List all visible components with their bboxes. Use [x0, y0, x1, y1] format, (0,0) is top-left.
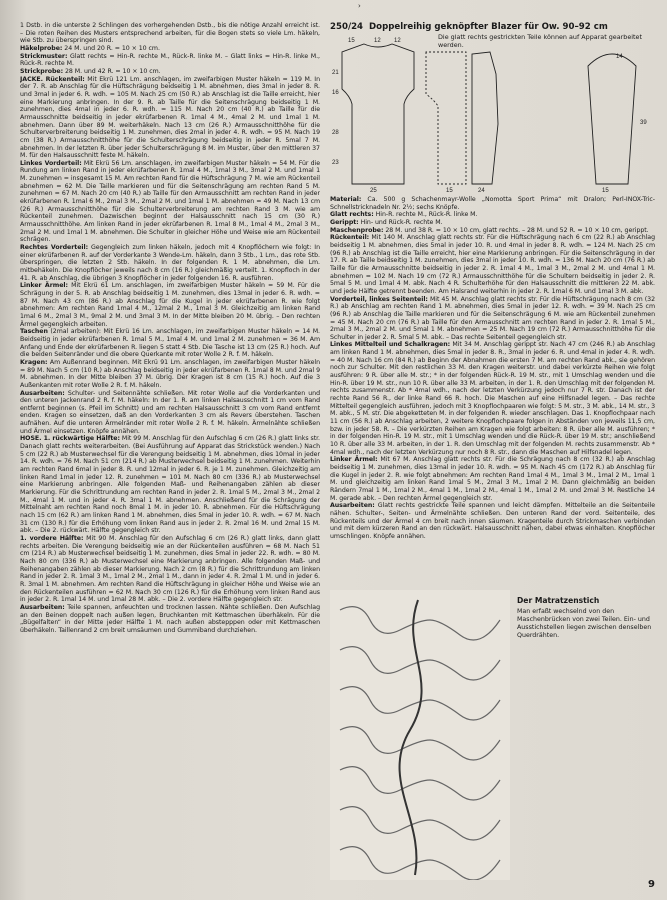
stitch-photo — [330, 590, 510, 880]
dim-label: 15 — [348, 38, 355, 44]
dim-label: 15 — [446, 188, 453, 194]
text-paragraph — [330, 219, 655, 227]
paragraph-heading: Linkes Vorderteil: — [20, 159, 82, 167]
paragraph-body: Am Außenrand beginnen. Mit Ekrü 91 Lm. anschlagen, im zweifarbigen Muster häkeln = 89 M. Nach 5 cm (10 R.) ab Anschlag beidseitig in jeder ekrüfarbenen R. 1mal 8 M. und 2mal 9 M. abnehmen. In der Mitte bleiben 37 M. übrig. Der Kragen ist 8 cm (15 R.) hoch. Auf die 3 Außenkanten mit roter Wolle 2 R. f. M. häkeln. — [20, 358, 320, 389]
dim-label: 15 — [602, 188, 609, 194]
text-paragraph — [20, 22, 320, 45]
dim-label: 12 — [394, 38, 401, 44]
intro-text: Die glatt rechts gestrickten Teile können auf Apparat gearbeitet werden. — [438, 33, 642, 49]
text-paragraph — [20, 45, 320, 53]
paragraph-body: Mit 99 M. Anschlag für den Aufschlag 6 cm (26 R.) glatt links str. Danach glatt rechts weiterarbeiten. (Bei Ausführung auf Apparat das Strickstück wenden.) Nach 5 cm (22 R.) ab Musterwechsel für die Verengung beidseitig 1 M. abnehmen, dies 10mal in jeder 14. R. wdh. = 76 M. Nach 51 cm (214 R.) ab Musterwechsel beidseitig 1 M. zunehmen. Weiterhin am rechten Rand 6mal in jeder 8. R. und 12mal in jeder 6. R. je 1 M. zunehmen. Gleichzeitig am linken Rand 1mal in jeder 12. R. zunehmen = 101 M. Nach 80 cm (336 R.) ab Musterwechsel eine Markierung anbringen. Alle folgenden Maß- und Reihenangaben zählen ab dieser Markierung. Für die Schrittrundung am rechten Rand in jeder 2. R. 1mal 5 M., 2mal 3 M., 2mal 2 M., 4mal 1 M. und in jeder 4. R. 3mal 1 M. abnehmen. Anschließend für die Schrägung der Mittelnaht am rechten Rand noch 8mal 1 M. in jeder 10. R. abnehmen. Für die Hüftschrägung nach 15 cm (62 R.) am linken Rand 1 M. abnehmen, dies 5mal in jeder 10. R. wdh. = 67 M. Nach 31 cm (130 R.) für die Erhöhung vom linken Rand aus in jeder 2. R. 2mal 16 M. und 2mal 15 M. abk. – Die 2. rückwärt. Hälfte gegengleich str. — [20, 435, 320, 535]
text-paragraph — [330, 502, 655, 540]
text-paragraph — [20, 328, 320, 359]
paragraph-heading: 1. vordere Hälfte: — [20, 534, 84, 542]
text-paragraph — [330, 211, 655, 219]
corner-mark: › — [358, 2, 361, 10]
paragraph-heading: Linker Ärmel: — [20, 282, 68, 290]
paragraph-heading: Ausarbeiten: — [330, 502, 375, 510]
page-number: 9 — [648, 879, 655, 890]
pattern-schematic — [330, 34, 655, 194]
paragraph-heading: Rückenteil: — [330, 234, 370, 242]
mattress-stitch-text: Man erfaßt wechselnd von den Maschenbrücken von zwei Teilen. Ein- und Ausstichstellen liegen zwischen denselben Querdrähten. — [517, 608, 652, 639]
paragraph-heading: JACKE. Rückenteil: — [20, 75, 85, 83]
paragraph-body: 1 Dstb. in die unterste 2 Schlingen des vorhergehenden Dstb., bis die nötige Anzahl erreicht ist. – Die roten Reihen des Musters entsprechend arbeiten, für die Bogen stets so viele Lm. häkeln, wie Stb. zu überspringen sind. — [20, 22, 320, 45]
paragraph-body: Mit 140 M. Anschlag glatt rechts str. Für die Hüftschrägung nach 6 cm (22 R.) ab Anschlag beidseitig 1 M. abnehmen, dies 5mal in jeder 10. R. und 4mal in jeder 8. R. wdh. = 124 M. Nach 25 cm (96 R.) ab Anschlag ist die Taille erreicht, hier eine Markierung anbringen. Für die Seitenschrägung in der 17. R. ab Taille beidseitig 1 M. zunehmen, dies 3mal in jeder 10. R. wdh. = 136 M. Nach 20 cm (76 R.) ab Taille für die Armausschnitte beidseitig in jeder 2. R. 1mal 4 M., 1mal 3 M., 2mal 2 M. und 4mal 1 M. abnehmen = 102 M. Nach 19 cm (72 R.) Armausschnitthöhe für die Schultern beidseitig in jeder 2. R. 5mal 5 M. und 1mal 4 M. abk. Nach 4 R. Schulterhöhe für den Halsausschnitt die mittleren 22 M. abk. und jede Hälfte getrennt beenden. Am Halsrand weiterhin in jeder 2. R. 1mal 6 M. und 1mal 3 M. abk. — [330, 234, 655, 295]
text-paragraph — [20, 435, 320, 535]
model-heading — [330, 22, 655, 32]
paragraph-heading: Material: — [330, 196, 362, 203]
text-paragraph — [330, 456, 655, 502]
paragraph-heading: Taschen — [20, 328, 48, 336]
paragraph-body: 28 M. und 38 R. = 10 × 10 cm, glatt rechts. – 28 M. und 52 R. = 10 × 10 cm, gerippt. — [383, 226, 649, 234]
paragraph-heading: Ausarbeiten: — [20, 603, 65, 611]
model-number: 250/24 — [330, 22, 364, 32]
mattress-stitch-title: Der Matratzenstich — [517, 596, 600, 605]
dim-label: 24 — [478, 188, 485, 194]
dim-label: 14 — [616, 54, 623, 60]
dim-label: 25 — [370, 188, 377, 194]
paragraph-body: 28 M. und 42 R. = 10 × 10 cm. — [63, 67, 161, 75]
paragraph-body: Teile spannen, anfeuchten und trocknen lassen. Nähte schließen. Den Aufschlag an den Beinen doppelt nach außen legen, Bruchkanten mit Kettmaschen überhäkeln. Für die „Bügelfalten“ in der Mitte jeder Hälfte 1 M. nach außen abstepppen oder mit Kettmaschen überhäkeln. Taillenrand 2 cm breit umsäumen und Gummiband durchziehen. — [20, 603, 320, 634]
dim-label: 23 — [332, 160, 339, 166]
paragraph-body: Gegengleich zum linken häkeln, jedoch mit 4 Knopflöchern wie folgt: In einer ekrüfarbenen R. auf der Vorderkante 3 Wende-Lm. häkeln, dann 3 Stb., 1 Lm., das rote Stb. überspringen, die letzten 2 Stb. häkeln. In der folgenden R. 1 M. abnehmen, die Lm. mitbehäkeln. Die Knopflöcher jeweils nach 8 cm (16 R.) gleichmäßig verteilt. 1. Knopfloch in der 41. R. ab Anschlag, die übrigen 3 Knopflöcher in jeder folgenden 16. R. ausführen. — [20, 244, 320, 282]
left-column — [20, 22, 320, 890]
paragraph-heading: Linker Ärmel: — [330, 456, 378, 464]
model-title: Doppelreihig geknöpfter Blazer für Ow. 90–92 cm — [369, 22, 608, 32]
paragraph-body: Mit Ekrü 121 Lm. anschlagen, im zweifarbigen Muster häkeln = 119 M. In der 7. R. ab Anschlag für die Hüftschrägung beidseitig 1 M. abnehmen, dies 3mal in jeder 8. R. und 3mal in jeder 6. R. wdh. = 105 M. Nach 25 cm (50 R.) ab Anschlag ist die Taille erreicht, hier eine Markierung anbringen. In der 9. R. ab Taille für die Seitenschrägung beidseitig 1 M. zunehmen, dies 4mal in jeder 6. R. wdh. = 115 M. Nach 20 cm (40 R.) ab Taille für die Armausschnitte beidseitig in jeder ekrüfarbenen R. 1mal 4 M., 4mal 2 M. und 1mal 1 M. abnehmen. Dann über 89 M. weiterhäkeln. Nach 13 cm (26 R.) Armausschnitthöhe für die Schulterverbreiterung beidseitig 1 M. zunehmen, dies 2mal in jeder 4. R. wdh. = 95 M. Nach 19 cm (38 R.) Armausschnitthöhe für die Schulterschrägung beidseitig in jeder R. 5mal 7 M. abnehmen. In der letzten R. über jeder Schulterschrägung 8 M. im Muster, über den mittleren 37 M. für den Halsausschnitt feste M. häkeln. — [20, 75, 320, 160]
text-paragraph — [20, 535, 320, 604]
text-paragraph — [20, 53, 320, 68]
paragraph-heading: Strickmuster: — [20, 52, 68, 60]
text-paragraph — [20, 359, 320, 390]
paragraph-body: Glatt rechts gestrickte Teile spannen und leicht dämpfen. Mittelteile an die Seitenteile nähen. Schulter-, Seiten- und Ärmelnähte schließen. Den unteren Rand der vord. Seitenteile, des Rückenteils und der Ärmel 4 cm breit nach innen säumen. Kragenteile durch Strickmaschen verbinden und mit dem kürzeren Rand an den rückwärt. Halsausschnitt nähen, dabei etwas einhalten. Knopflöcher umschlingen. Knöpfe annähen. — [330, 502, 655, 540]
paragraph-body: Glatt rechts = Hin-R. rechte M., Rück-R. linke M. – Glatt links = Hin-R. linke M., Rück-R. rechte M. — [20, 52, 320, 68]
paragraph-body: (2mal arbeiten): Mit Ekrü 16 Lm. anschlagen, im zweifarbigen Muster häkeln = 14 M. Beidseitig in jeder ekrüfarbenen R. 1mal 5 M., 1mal 4 M. und 1mal 2 M. zunehmen = 36 M. Am Anfang und Ende der ekrüfarbenen R. liegen 5 statt 4 Stb. Die Tasche ist 13 cm (25 R.) hoch. Auf die beiden Seitenränder und die obere Querkante mit roter Wolle 2 R. f. M. häkeln. — [20, 328, 320, 359]
schematic-drawing — [330, 34, 655, 194]
paragraph-heading: Rechtes Vorderteil: — [20, 244, 89, 252]
text-paragraph — [20, 390, 320, 436]
paragraph-heading: Häkelprobe: — [20, 44, 63, 52]
paragraph-heading: Kragen: — [20, 358, 48, 366]
dim-label: 39 — [640, 120, 647, 126]
dim-label: 21 — [332, 70, 339, 76]
text-paragraph — [20, 68, 320, 76]
paragraph-heading: HOSE. 1. rückwärtige Hälfte: — [20, 435, 120, 443]
paragraph-body: Mit 90 M. Anschlag für den Aufschlag 6 cm (26 R.) glatt links, dann glatt rechts arbeiten. Die Verengung beidseitig wie an der Rückenteilen ausführen = 68 M. Nach 51 cm (214 R.) ab Musterwechsel beidseitig 1 M. zunehmen, dies 5mal in jeder 22. R. wdh. = 80 M. Nach 80 cm (336 R.) ab Musterwechsel eine Markierung anbringen. Alle folgenden Maß- und Reihenangaben zählen ab dieser Markierung. Nach 2 cm (8 R.) für die Schrittrundung am linken Rand in jeder 2. R. 1mal 3 M., 1mal 2 M., 2mal 1 M., dann in jeder 4. R. 2mal 1 M. und in jeder 6. R. 3mal 1 M. abnehmen. Am rechten Rand die Hüftschrägung in gleicher Höhe und Weise wie an den Rückenteilen ausführen = 62 M. Nach 30 cm (126 R.) für die Erhöhung vom linken Rand aus in jeder 2. R. 1mal 14 M. und 1mal 28 M. abk. – Die 2. vordere Hälfte gegengleich str. — [20, 534, 320, 604]
paragraph-body: Mit Ekrü 56 Lm. anschlagen, im zweifarbigen Muster häkeln = 54 M. Für die Rundung am linken Rand in jeder ekrüfarbenen R. 1mal 4 M., 1mal 3 M., 3mal 2 M. und 1mal 1 M. zunehmen = insgesamt 15 M. Am rechten Rand für die Hüftschrägung 7 M. wie am Rückenteil abnehmen = 62 M. Die Taille markieren und für die Seitenschrägung am rechten Rand 5 M. zunehmen = 67 M. Nach 20 cm (40 R.) ab Taille für den Armausschnitt am rechten Rand in jeder ekrüfarbenen R. 1mal 6 M., 2mal 3 M., 2mal 2 M. und 1mal 1 M. abnehmen = 49 M. Nach 13 cm (26 R.) Armausschnitthöhe für die Schulterverbreiterung am rechten Rand 3 M. wie am Rückenteil zunehmen. Dazwischen beginnt der Halsausschnitt nach 15 cm (30 R.) Armausschnitthöhe. Am linken Rand in jeder ekrüfarbenen R. 1mal 8 M., 1mal 4 M., 2mal 3 M., 2mal 2 M. und 1mal 1 M. abnehmen. Die Schulter in gleicher Höhe und Weise wie am Rückenteil schrägen. — [20, 159, 320, 244]
text-paragraph — [20, 604, 320, 635]
paragraph-body: 24 M. und 20 R. = 10 × 10 cm. — [62, 44, 160, 52]
paragraph-heading: Ausarbeiten: — [20, 389, 65, 397]
paragraph-heading: Glatt rechts: — [330, 211, 374, 219]
paragraph-body: Hin- und Rück-R. rechte M. — [358, 218, 443, 226]
text-paragraph — [330, 296, 655, 342]
text-paragraph — [330, 341, 655, 456]
text-paragraph — [20, 282, 320, 328]
mattress-stitch-box — [517, 596, 657, 640]
text-paragraph — [20, 244, 320, 282]
paragraph-body: Mit 67 M. Anschlag glatt rechts str. Für die Schrägung nach 8 cm (32 R.) ab Anschlag beidseitig 1 M. zunehmen, dies 13mal in jeder 10. R. wdh. = 95 M. Nach 45 cm (172 R.) ab Anschlag für die Kugel in jeder 2. R. wie folgt abnehmen: Am rechten Rand 1mal 4 M., 1mal 3 M., 1mal 2 M., 1mal 1 M. und gleichzeitig am linken Rand 1mal 5 M., 2mal 3 M., 1mal 2 M. Dann gleichmäßig an beiden Rändern 7mal 1 M., 1mal 2 M., 4mal 1 M., 1mal 2 M., 4mal 1 M., 1mal 2 M. und 2mal 3 M. Restliche 14 M. gerade abk. – Den rechten Ärmel gegengleich str. — [330, 456, 655, 502]
paragraph-heading: Maschenprobe: — [330, 226, 384, 234]
text-paragraph — [20, 76, 320, 160]
text-paragraph — [20, 160, 320, 244]
text-paragraph — [330, 234, 655, 295]
paragraph-body: Ca. 500 g Schachenmayr-Wolle „Nomotta Sport Prima“ mit Dralon; Perl-INOX-Tric-Schnellstricknadeln Nr. 2½; sechs Knöpfe. — [330, 196, 655, 211]
paragraph-heading: Strickprobe: — [20, 67, 64, 75]
paragraph-heading: Linkes Mittelteil und Schalkragen: — [330, 341, 451, 349]
paragraph-body: Mit Ekrü 61 Lm. anschlagen, im zweifarbigen Muster häkeln = 59 M. Für die Schrägung in der 5. R. ab Anschlag beidseitig 1 M. zunehmen, dies 13mal in jeder 6. R. wdh. = 87 M. Nach 43 cm (86 R.) ab Anschlag für die Kugel in jeder ekrüfarbenen R. wie folgt abnehmen: Am rechten Rand 1mal 4 M., 12mal 2 M., 1mal 3 M. Gleichzeitig am linken Rand 1mal 6 M., 2mal 3 M., 9mal 2 M. und 3mal 3 M. In der Mitte bleiben 20 M. übrig. – Den rechten Ärmel gegengleich arbeiten. — [20, 282, 320, 328]
paragraph-heading: Gerippt: — [330, 218, 359, 226]
dim-label: 28 — [332, 130, 339, 136]
dim-label: 12 — [374, 38, 381, 44]
text-paragraph — [330, 227, 655, 235]
paragraph-heading: Vorderteil, linkes Seitenteil: — [330, 295, 428, 303]
stitch-illustration — [330, 590, 510, 880]
paragraph-body: Schulter- und Seitennähte schließen. Mit roter Wolle auf die Vorderkanten und den unteren Jackenrand 2 R. f. M. häkeln: In der 1. R. am linken Halsausschnitt 1 cm vom Rand entfernt beginnen (s. Pfeil im Schnitt) und am rechten Halsausschnitt 3 cm vom Rand entfernt enden. Kragen so einsetzen, daß an den Vorderkanten 3 cm als Revers überstehen. Taschen aufnähen. Auf die unteren Ärmelränder mit roter Wolle 2 R. f. M. häkeln. Ärmelnähte schließen und Ärmel einsetzen. Knöpfe annähen. — [20, 389, 320, 435]
paragraph-body: Hin-R. rechte M., Rück-R. linke M. — [373, 211, 478, 219]
paragraph-body: Mit 34 M. Anschlag gerippt str. Nach 47 cm (246 R.) ab Anschlag am linken Rand 1 M. abnehmen, dies 5mal in jeder 8. R., 3mal in jeder 6. R. und 4mal in jeder 4. R. wdh. = 40 M. Nach 16 cm (84 R.) ab Beginn der Abnahmen die ersten 7 M. am rechten Rand abk., sie gehören noch zur Schulter. Mit den restlichen 33 M. den Kragen weiterstr. und dabei verkürzte Reihen wie folgt ausführen: 9 R. über alle M. str.; * in der folgenden Rück-R. 19 M. str., mit 1 Umschlag wenden und die Hin-R. über 19 M. str., nun 10 R. über alle 33 M. arbeiten, in der 1. R. den Umschlag mit der folgenden M. rechts zusammenstr. Ab * 4mal wdh., nach der letzten Verkürzung jedoch nur 7 R. str. Danach ist der rechte Rand 56 R., der linke Rand 66 R. hoch. Die Maschen auf eine Hilfsnadel legen. – Das rechte Mittelteil gegengleich ausführen, jedoch mit 3 Knopflochpaaren wie folgt: 5 M. str., 3 M. abk., 14 M. str., 3 M. abk., 5 M. str. Die abgeketteten M. in der folgenden R. wieder anschlagen. Das 1. Knopflochpaar nach 11 cm (56 R.) ab Anschlag arbeiten, 2 weitere Knopflochpaare folgen in Abständen von jeweils 11,5 cm, bzw. in jeder 58. R. – Die verkürzten Reihen am Kragen wie folgt arbeiten: 8 R. über alle M. ausführen; * in der folgenden Hin-R. 19 M. str., mit 1 Umschlag wenden und die Rück-R. über 19 M. str.; anschließend 10 R. über alle 33 M. arbeiten, in der 1. R. den Umschlag mit der folgenden M. rechts zusammenstr. Ab * 4mal wdh., nach der letzten Verkürzung nur noch 8 R. str., dann die Maschen auf Hilfsnadel legen. — [330, 341, 655, 456]
paragraph-body: Mit 45 M. Anschlag glatt rechts str. Für die Hüftschrägung nach 8 cm (32 R.) ab Anschlag am rechten Rand 1 M. abnehmen, dies 5mal in jeder 12. R. wdh. = 39 M. Nach 25 cm (96 R.) ab Anschlag die Taille markieren und für die Seitenschrägung 6 M. wie am Rückenteil zunehmen = 45 M. Nach 20 cm (76 R.) ab Taille für den Armausschnitt am rechten Rand in jeder 2. R. 1mal 5 M., 2mal 3 M., 2mal 2 M. und 5mal 1 M. abnehmen = 25 M. Nach 19 cm (72 R.) Armausschnitthöhe für die Schulter in jeder 2. R. 5mal 5 M. abk. – Das rechte Seitenteil gegengleich str. — [330, 295, 655, 341]
right-paragraphs — [330, 196, 655, 626]
dim-label: 16 — [332, 90, 339, 96]
text-paragraph — [330, 196, 655, 211]
